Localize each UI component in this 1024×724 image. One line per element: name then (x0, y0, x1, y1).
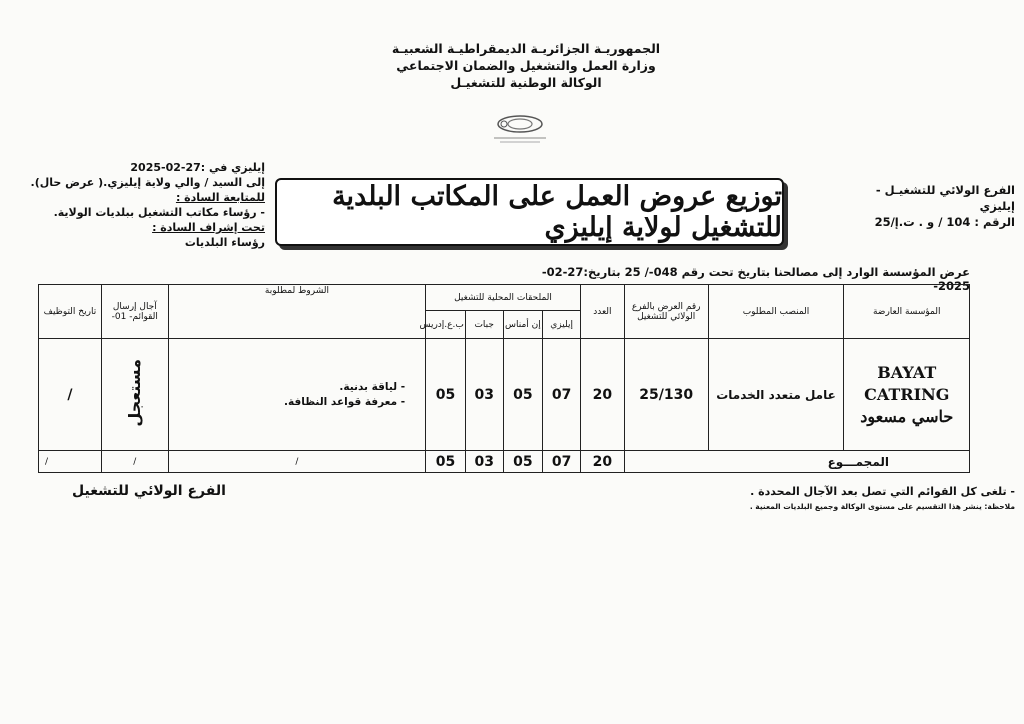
recipients-block (0, 160, 265, 250)
signature-label: الفرع الولائي للتشغيل (72, 483, 226, 499)
ministry-title: وزارة العمل والتشغيل والضمان الاجتماعي (396, 58, 656, 73)
company-location: حاسي مسعود (860, 406, 954, 426)
header-annexes: الملحقات المحلية للتشغيل (426, 285, 581, 311)
supervision-label: تحت إشراف السادة : (152, 221, 265, 234)
total-djanet: 03 (465, 451, 503, 473)
offer-reference-line: عرض المؤسسة الوارد إلى مصالحنا بتاريخ تحت رقم 048-/ 25 بتاريخ:27-02-2025- (541, 265, 970, 293)
title-banner (275, 178, 784, 246)
deadline-value: مستعجل (125, 359, 145, 427)
header-position: المنصب المطلوب (708, 285, 844, 339)
total-label: المجمـــوع (624, 451, 969, 473)
bordj-cell: 05 (426, 339, 466, 451)
total-illizi: 07 (543, 451, 581, 473)
header-deadline: آجال إرسال القوائم- 01- (101, 285, 168, 339)
conditions-cell (168, 339, 425, 451)
reference-number: الرقم : 104 / و . ت.إ/25 (874, 215, 1015, 229)
header-count: العدد (580, 285, 624, 339)
deadline-cell (101, 339, 168, 451)
total-hiring-date: / (39, 451, 102, 473)
table-total-row (39, 451, 970, 473)
sender-block (840, 182, 1015, 230)
date-line: إيليزي في :27-02-2025 (130, 161, 265, 174)
illizi-cell: 07 (543, 339, 581, 451)
company-name: BAYAT CATRING (864, 362, 950, 404)
hiring-date-cell: / (39, 339, 102, 451)
total-inamenas: 05 (503, 451, 543, 473)
branch-name: الفرع الولائي للتشغيـل - إيليزي (875, 183, 1015, 213)
count-cell: 20 (580, 339, 624, 451)
table-row (39, 339, 970, 451)
header-annex-illizi: إيليزي (543, 311, 581, 339)
republic-title: الجمهوريـة الجزائريـة الديمقراطيـة الشعبيـة (391, 41, 661, 56)
header-hiring-date: تاريخ التوظيف (39, 285, 102, 339)
header-annex-djanet: جبات (465, 311, 503, 339)
header-offer-no: رقم العرض بالفرع الولائي للتشغيل (624, 285, 708, 339)
djanet-cell: 03 (465, 339, 503, 451)
mayors-line: رؤساء البلديات (184, 236, 265, 249)
header-annex-inamenas: إن أمناس (503, 311, 543, 339)
table-header-row (39, 285, 970, 311)
total-conditions: / (168, 451, 425, 473)
header-company: المؤسسة العارضة (844, 285, 970, 339)
agency-logo-icon (480, 108, 560, 148)
ministry-header (0, 40, 1024, 91)
agency-title: الوكالة الوطنية للتشغيـل (450, 75, 602, 90)
header-conditions: الشروط لمطلوبة (168, 285, 425, 339)
office-heads-line: - رؤساء مكاتب التشغيل ببلديات الولاية. (53, 206, 265, 219)
total-count: 20 (580, 451, 624, 473)
cancel-note: - تلغى كل القوائم التي تصل بعد الآجال المحددة . (750, 485, 1015, 498)
document-title: توزيع عروض العمل على المكاتب البلدية للتشغيل لولاية إيليزي (332, 181, 782, 243)
total-bordj: 05 (426, 451, 466, 473)
position-cell: عامل متعدد الخدمات (708, 339, 844, 451)
publication-note: ملاحظة: ينشر هذا التقسيم على مستوى الوكالة وجميع البلديات المعنية . (749, 502, 1015, 511)
condition-item: - لياقة بدنية. (339, 380, 406, 393)
inamenas-cell: 05 (503, 339, 543, 451)
header-annex-bordj: ب.ع.إدريس (426, 311, 466, 339)
offer-no-cell: 25/130 (624, 339, 708, 451)
company-cell (844, 339, 970, 451)
follow-label: للمتابعة السادة : (175, 191, 265, 204)
condition-item: - معرفة قواعد النظافة. (284, 395, 406, 408)
total-deadline: / (101, 451, 168, 473)
recipient-line: إلى السيد / والي ولاية إيليزي.( عرض حال). (30, 176, 265, 189)
job-offers-table (38, 284, 970, 473)
